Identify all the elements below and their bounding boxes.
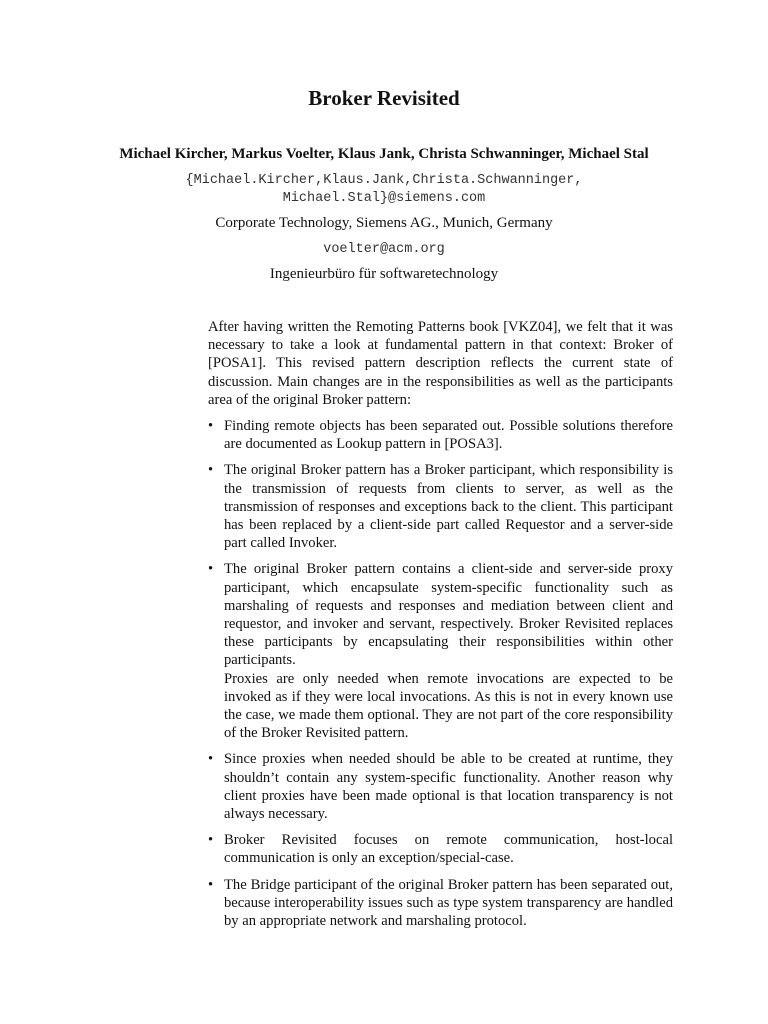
abstract-intro: After having written the Remoting Patterns book [VKZ04], we felt that it was necessary to take a look at fundamental pattern in that context: Broker of [POSA1]. This revised pattern description reflects the current state of discussion. Main changes are in the responsibilities as well as the participants area of the original Broker pattern: (208, 319, 673, 408)
affiliation-siemens: Corporate Technology, Siemens AG., Munich, Germany (215, 215, 553, 231)
author-list: Michael Kircher, Markus Voelter, Klaus Jank, Christa Schwanninger, Michael Stal (119, 146, 649, 162)
paper-title: Broker Revisited (308, 86, 460, 110)
bullet-icon: • (208, 832, 214, 849)
list-item-text: Broker Revisited focuses on remote communication, host-local communication is only an exception/special-case. (224, 832, 673, 867)
list-item-text: The original Broker pattern contains a client-side and server-side proxy participant, which encapsulate system-specific functionality such as marshaling of requests and responses and mediation between client and requestor, and invoker and servant, respectively. Broker Revisited replaces these participants by encapsulating their responsibilities within other participants. (224, 561, 673, 669)
author-email-voelter: voelter@acm.org (323, 242, 445, 257)
list-item-text: Since proxies when needed should be able to be created at runtime, they shouldn’t contain any system-specific functionality. Another reason why client proxies have been made optional is that location transparency is not always necessary. (224, 751, 673, 823)
list-item (208, 417, 673, 453)
list-item (208, 831, 673, 867)
list-item (208, 560, 673, 742)
list-item (208, 750, 673, 823)
bullet-icon: • (208, 876, 214, 893)
bullet-icon: • (208, 751, 214, 768)
list-item-text: Finding remote objects has been separated out. Possible solutions therefore are documented as Lookup pattern in [POSA3]. (224, 418, 673, 453)
list-item-text: The original Broker pattern has a Broker participant, which responsibility is the transmission of requests from clients to server, as well as the transmission of responses and exceptions back to the client. This participant has been replaced by a client-side part called Requestor and a server-side part called Invoker. (224, 462, 673, 552)
bullet-icon: • (208, 462, 214, 479)
changes-list (208, 417, 673, 930)
bullet-icon: • (208, 561, 214, 578)
list-item (208, 876, 673, 931)
abstract (208, 318, 673, 938)
author-emails (0, 172, 768, 208)
list-item-text: The Bridge participant of the original Broker pattern has been separated out, because interoperability issues such as type system transparency are handled by an appropriate network and marshaling protocol. (224, 876, 673, 930)
list-item (208, 461, 673, 552)
email-line-1: {Michael.Kircher,Klaus.Jank,Christa.Schwanninger, (185, 173, 583, 188)
bullet-icon: • (208, 418, 214, 435)
list-item-continuation: Proxies are only needed when remote invocations are expected to be invoked as if they were local invocations. As this is not in every known use the case, we made them optional. They are not part of the core responsibility of the Broker Revisited pattern. (224, 670, 673, 742)
affiliation-ingenieurbuero: Ingenieurbüro für softwaretechnology (269, 266, 499, 282)
email-line-2: Michael.Stal}@siemens.com (282, 191, 486, 206)
